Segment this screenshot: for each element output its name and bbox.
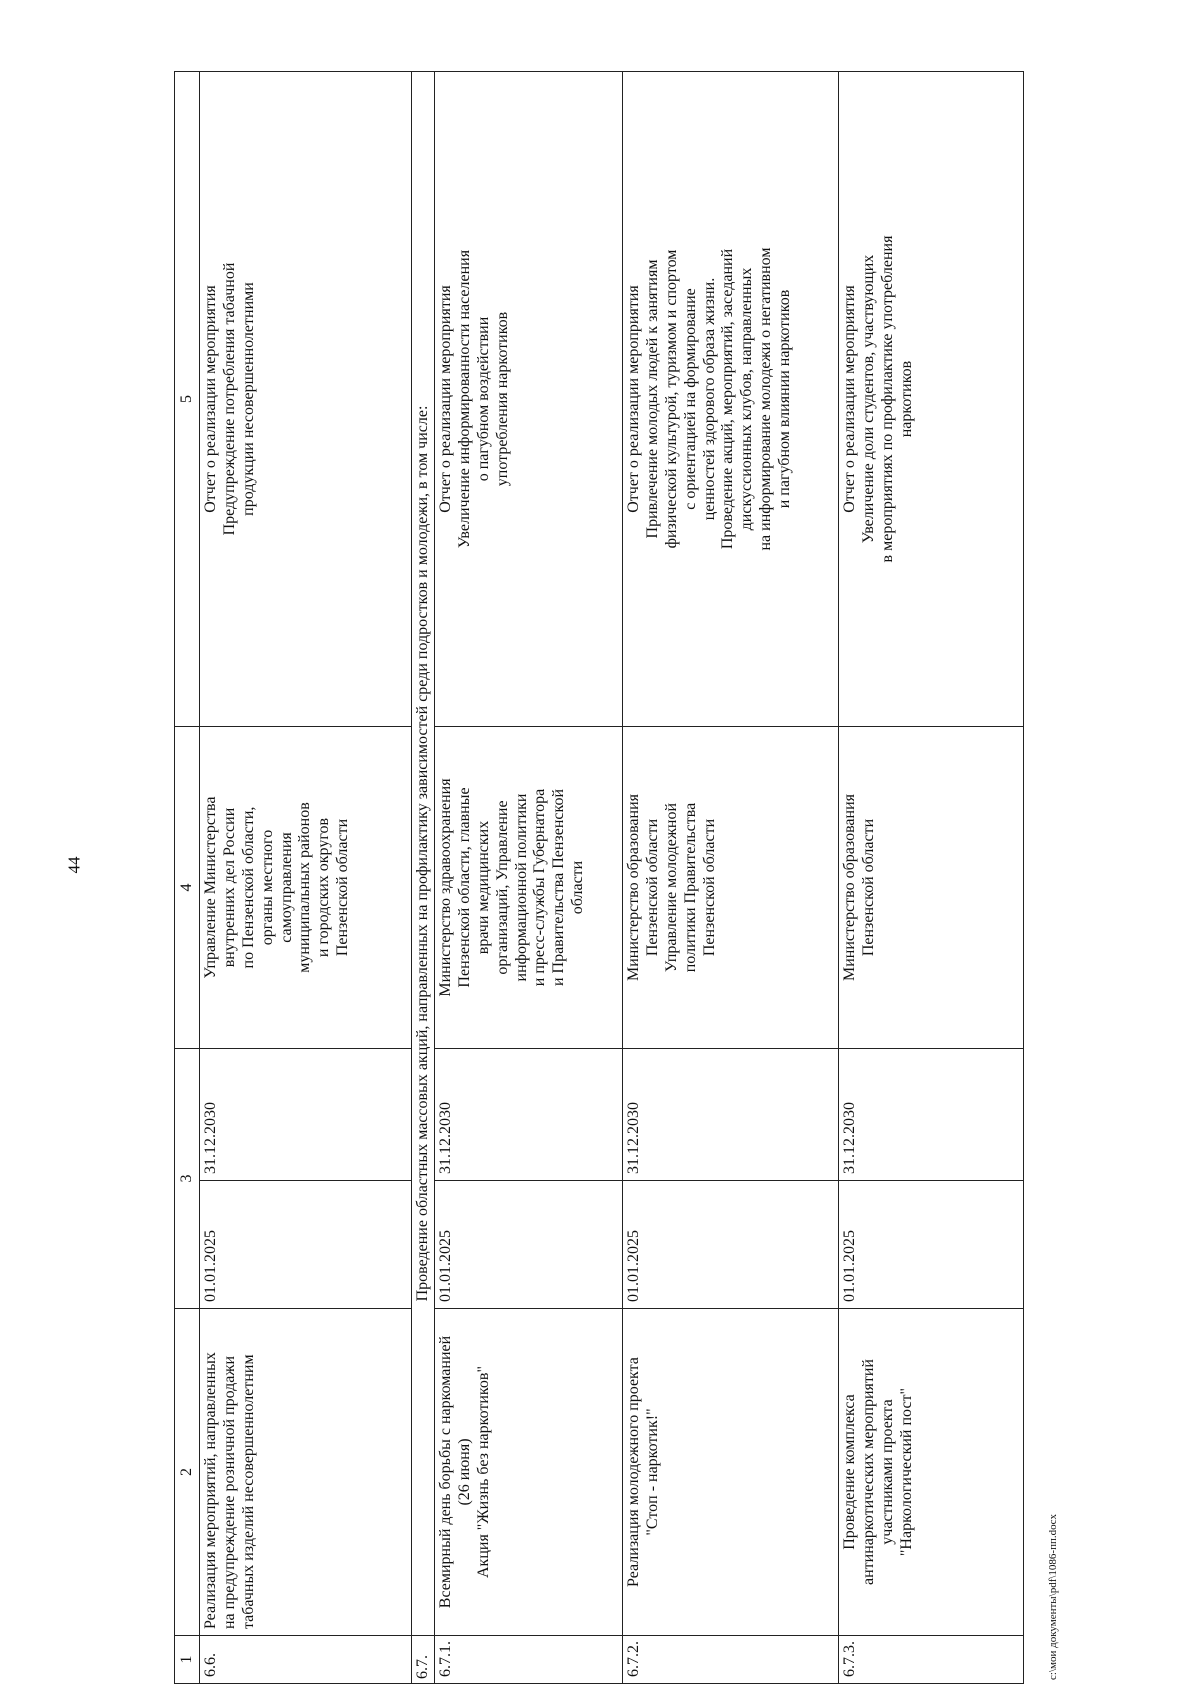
measures-table-frame <box>174 72 1024 1684</box>
table-row-6-6 <box>200 72 412 1684</box>
header-col-1: 1 <box>175 1636 200 1684</box>
responsible: Управление Министерства внутренних дел России по Пензенской области, органы местного самоуправления муниципальных районов и городских округов Пензенской области <box>200 727 412 1049</box>
footer-file-path: c:\мои документы\pdf\1086-пп.docx <box>1047 1513 1059 1680</box>
start-date: 01.01.2025 <box>839 1181 1024 1309</box>
result: Отчет о реализации мероприятия Увеличение информированности населения о пагубном воздействии употребления наркотиков <box>435 72 623 727</box>
row-number: 6.7.2. <box>623 1636 839 1684</box>
row-number: 6.6. <box>200 1636 412 1684</box>
start-date: 01.01.2025 <box>623 1181 839 1309</box>
table-row-6-7-1 <box>435 72 623 1684</box>
header-col-5: 5 <box>175 72 200 727</box>
table-row-6-7-3 <box>839 72 1024 1684</box>
measure-name: Реализация мероприятий, направленных на предупреждение розничной продажи табачных изделий несовершеннолетним <box>200 1309 412 1636</box>
result: Отчет о реализации мероприятия Привлечение молодых людей к занятиям физической культурой, туризмом и спортом с ориентацией на формирование ценностей здорового образа жизни. Проведение акций, мероприятий, заседаний дискуссионных клубов, направленных на информирование молодежи о негативном и пагубном влиянии наркотиков <box>623 72 839 727</box>
responsible: Министерство образования Пензенской области Управление молодежной политики Правительства Пензенской области <box>623 727 839 1049</box>
header-row <box>175 72 200 1684</box>
table-row-6-7-2 <box>623 72 839 1684</box>
section-number: 6.7. <box>412 1636 435 1684</box>
responsible: Министерство образования Пензенской области <box>839 727 1024 1049</box>
end-date: 31.12.2030 <box>435 1049 623 1181</box>
start-date: 01.01.2025 <box>200 1181 412 1309</box>
result: Отчет о реализации мероприятия Предупреждение потребления табачной продукции несовершеннолетними <box>200 72 412 727</box>
page-number: 44 <box>64 856 84 874</box>
start-date: 01.01.2025 <box>435 1181 623 1309</box>
responsible: Министерство здравоохранения Пензенской области, главные врачи медицинских организаций, Управление информационной политики и пресс-службы Губернатора и Правительства Пензенской области <box>435 727 623 1049</box>
section-row-6-7 <box>412 72 435 1684</box>
header-col-4: 4 <box>175 727 200 1049</box>
header-col-3: 3 <box>175 1049 200 1309</box>
measures-table <box>174 71 1024 1684</box>
section-title: Проведение областных массовых акций, направленных на профилактику зависимостей среди подростков и молодежи, в том числе: <box>412 72 435 1636</box>
end-date: 31.12.2030 <box>623 1049 839 1181</box>
row-number: 6.7.3. <box>839 1636 1024 1684</box>
measure-name: Проведение комплекса антинаркотических мероприятий участниками проекта "Наркологический пост" <box>839 1309 1024 1636</box>
row-number: 6.7.1. <box>435 1636 623 1684</box>
end-date: 31.12.2030 <box>200 1049 412 1181</box>
result: Отчет о реализации мероприятия Увеличение доли студентов, участвующих в мероприятиях по профилактике употребления наркотиков <box>839 72 1024 727</box>
header-col-2: 2 <box>175 1309 200 1636</box>
measure-name: Реализация молодежного проекта "Стоп - наркотик!" <box>623 1309 839 1636</box>
measure-name: Всемирный день борьбы с наркоманией (26 июня) Акция "Жизнь без наркотиков" <box>435 1309 623 1636</box>
end-date: 31.12.2030 <box>839 1049 1024 1181</box>
